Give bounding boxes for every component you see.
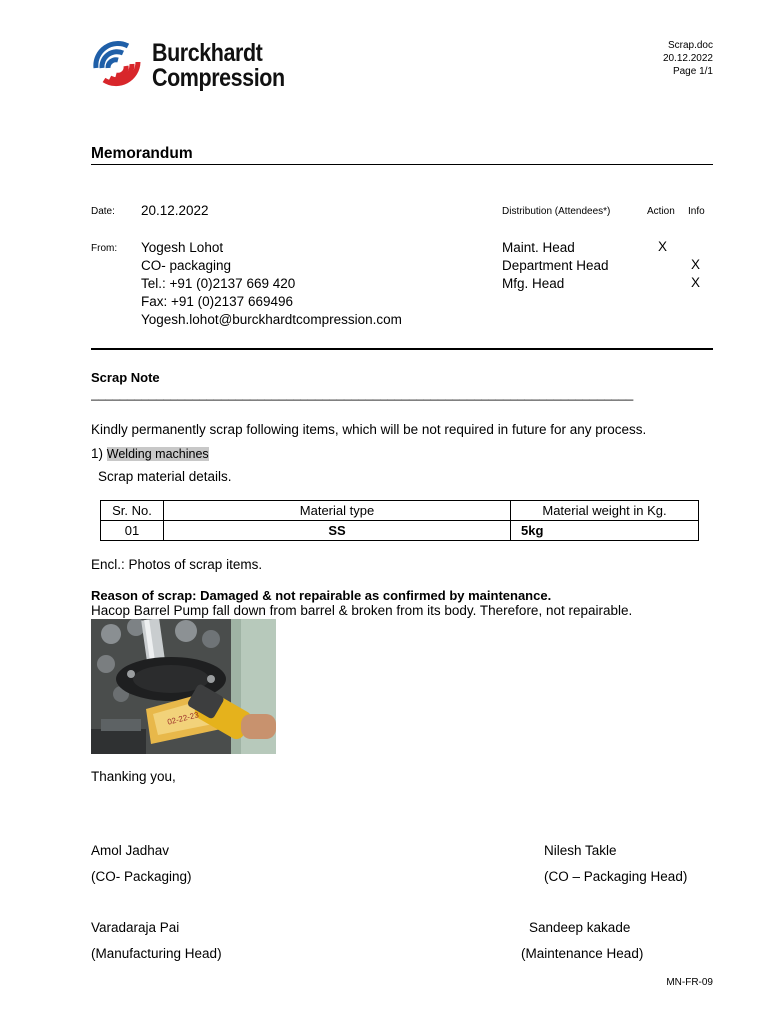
from-email[interactable]: Yogesh.lohot@burckhardtcompression.com [141,312,402,327]
signatory-role: (Manufacturing Head) [91,946,222,961]
title-divider [91,164,713,165]
cell-material-type: SS [164,521,511,541]
table-row [101,521,699,541]
action-mark: X [658,239,668,254]
reason-heading: Reason of scrap: Damaged & not repairable as confirmed by maintenance. [91,588,552,603]
signatory-name: Nilesh Takle [544,843,617,858]
subject-rule: ___________________________________________________________________________ [91,386,634,401]
signatory-role: (Maintenance Head) [521,946,644,961]
header-sr-no: Sr. No. [101,501,164,521]
distribution-list [502,239,609,293]
header-weight: Material weight in Kg. [511,501,699,521]
info-mark: X [691,275,701,290]
distribution-header: Distribution (Attendees*) [502,206,611,217]
date-label: Date: [91,206,115,217]
header-divider [91,348,713,350]
material-table [100,500,699,541]
signatory-name: Varadaraja Pai [91,920,180,935]
info-mark: X [691,257,701,272]
doc-page: Page 1/1 [672,66,713,77]
from-department: CO- packaging [141,258,232,273]
from-name: Yogesh Lohot [141,240,224,255]
reason-detail: Hacop Barrel Pump fall down from barrel & broken from its body. Therefore, not repairable. [91,603,633,618]
distribution-row: Department Head [502,258,609,273]
signatory-name: Sandeep kakade [529,920,631,935]
from-block [141,239,402,329]
doc-filename: Scrap.doc [667,40,713,51]
from-tel: Tel.: +91 (0)2137 669 420 [141,276,296,291]
logo-mark-icon [90,38,144,92]
photo-marking: 02-22-23 [166,710,200,727]
cell-sr-no: 01 [101,521,164,541]
form-code: MN-FR-09 [666,977,713,988]
item-name-highlight: Welding machines [106,447,209,461]
from-fax: Fax: +91 (0)2137 669496 [141,294,293,309]
cell-weight: 5kg [511,521,699,541]
distribution-row: Mfg. Head [502,276,565,291]
distribution-row: Maint. Head [502,240,575,255]
header-material-type: Material type [164,501,511,521]
closing: Thanking you, [91,769,176,784]
signatory-role: (CO – Packaging Head) [544,869,688,884]
action-header: Action [647,206,675,217]
scrap-photo [91,619,276,754]
item-line [91,446,209,461]
table-header-row [101,501,699,521]
item-number: 1) [91,446,107,461]
info-header: Info [688,206,705,217]
from-label: From: [91,243,118,254]
doc-date: 20.12.2022 [662,53,713,64]
details-label: Scrap material details. [98,469,232,484]
doc-meta [663,39,713,78]
company-logo [90,38,285,92]
signatory-name: Amol Jadhav [91,843,170,858]
page-title: Memorandum [91,145,193,162]
brand-line-2: Compression [152,64,285,92]
intro-text: Kindly permanently scrap following items, which will be not required in future for any process. [91,422,647,437]
signatory-role: (CO- Packaging) [91,869,192,884]
brand-line-1: Burckhardt [152,39,263,67]
date-value: 20.12.2022 [141,203,209,218]
scrap-photo-image [91,619,276,754]
subject: Scrap Note [91,370,160,385]
enclosure: Encl.: Photos of scrap items. [91,557,263,572]
